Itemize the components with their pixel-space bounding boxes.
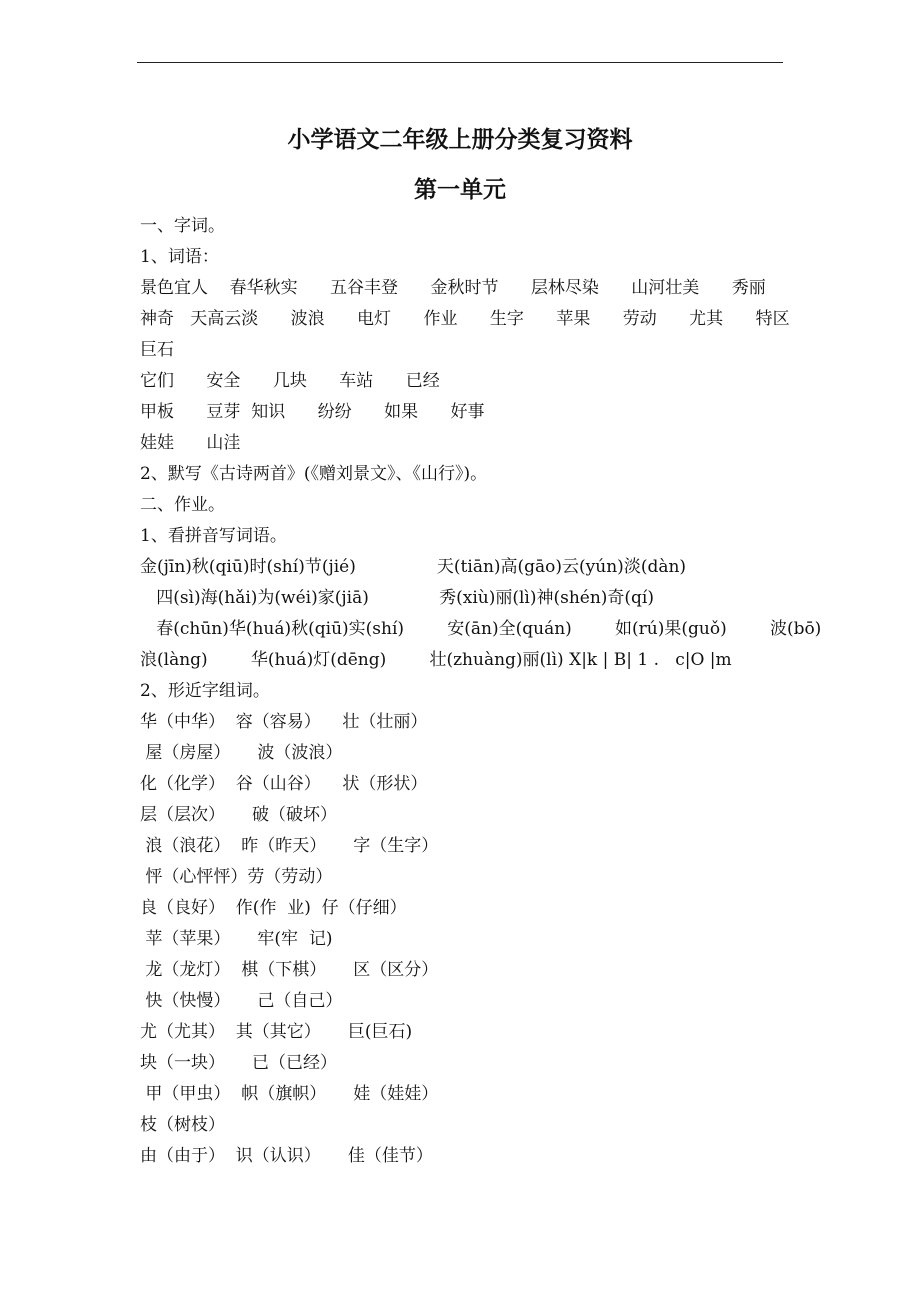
text-line: 化（化学） 谷（山谷） 状（形状） (140, 774, 428, 794)
text-line: 它们 安全 几块 车站 已经 (140, 371, 440, 391)
text-line: 由（由于） 识（认识） 佳（佳节） (140, 1146, 433, 1166)
text-line: 甲（甲虫） 帜（旗帜） 娃（娃娃） (140, 1084, 439, 1104)
text-line: 苹（苹果） 牢(牢 记) (140, 929, 333, 949)
text-line: 巨石 (140, 340, 174, 360)
pinyin-line: 金(jīn)秋(qiū)时(shí)节(jié) 天(tiān)高(gāo)云(yún)淡(dàn) (140, 557, 687, 577)
text-line: 娃娃 山洼 (140, 433, 241, 453)
pinyin-line: 春(chūn)华(huá)秋(qiū)实(shí) 安(ān)全(quán) 如(rú)果(guǒ) 波(bō) (140, 619, 822, 639)
text-line: 屋（房屋） 波（波浪） (140, 743, 343, 763)
text-line: 甲板 豆芽 知识 纷纷 如果 好事 (140, 402, 485, 422)
pinyin-line: 四(sì)海(hǎi)为(wéi)家(jiā) 秀(xiù)丽(lì)神(shén)奇(qí) (140, 588, 655, 608)
text-line: 块（一块） 已（已经） (140, 1053, 338, 1073)
text-line: 龙（龙灯） 棋（下棋） 区（区分） (140, 960, 439, 980)
text-line: 良（良好） 作(作 业) 仔（仔细） (140, 898, 407, 918)
text-line: 景色宜人 春华秋实 五谷丰登 金秋时节 层林尽染 山河壮美 秀丽 (140, 278, 766, 298)
text-line: 怦（心怦怦）劳（劳动） (140, 867, 333, 887)
subsection-heading: 2、形近字组词。 (140, 681, 270, 701)
text-line: 快（快慢） 己（自己） (140, 991, 343, 1011)
subsection-heading: 1、看拼音写词语。 (140, 526, 287, 546)
section-heading: 一、字词。 (140, 216, 225, 236)
text-line: 华（中华） 容（容易） 壮（壮丽） (140, 712, 428, 732)
text-line: 浪（浪花） 昨（昨天） 字（生字） (140, 836, 439, 856)
section-heading: 二、作业。 (140, 495, 225, 515)
unit-heading: 第一单元 (414, 176, 506, 203)
text-line: 尤（尤其） 其（其它） 巨(巨石) (140, 1022, 413, 1042)
header-rule (137, 62, 783, 63)
text-line: 枝（树枝） (140, 1115, 225, 1135)
text-line: 神奇 天高云淡 波浪 电灯 作业 生字 苹果 劳动 尤其 特区 (140, 309, 790, 329)
text-line: 层（层次） 破（破坏） (140, 805, 338, 825)
pinyin-line: 浪(làng) 华(huá)灯(dēng) 壮(zhuàng)丽(lì) X|k | B| 1 . c|O |m (140, 650, 732, 670)
subsection-heading: 2、默写《古诗两首》(《赠刘景文》、《山行》)。 (140, 464, 488, 484)
subsection-heading: 1、词语： (140, 247, 219, 267)
document-title: 小学语文二年级上册分类复习资料 (287, 126, 633, 153)
